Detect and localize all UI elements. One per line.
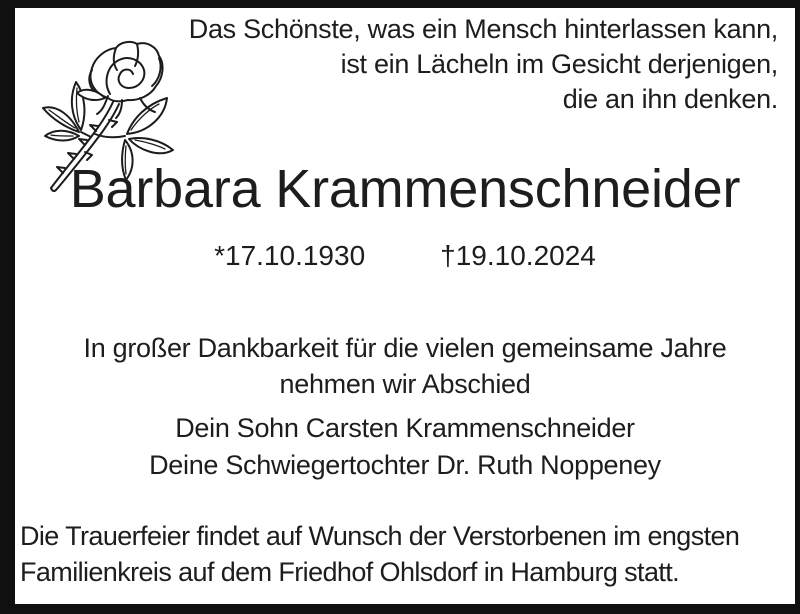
farewell-line: nehmen wir Abschied bbox=[279, 369, 531, 399]
birth-date: *17.10.1930 bbox=[214, 240, 366, 271]
deceased-name: Barbara Krammenschneider bbox=[69, 159, 741, 219]
mourners-list bbox=[15, 410, 795, 484]
memorial-quote bbox=[189, 12, 778, 117]
quote-line: Das Schönste, was ein Mensch hinterlassen kann, bbox=[188, 14, 778, 44]
life-dates bbox=[15, 239, 795, 273]
funeral-line: Die Trauerfeier findet auf Wunsch der Verstorbenen im engsten bbox=[20, 521, 740, 551]
funeral-line: Familienkreis auf dem Friedhof Ohlsdorf in Hamburg statt. bbox=[20, 557, 680, 587]
death-date: †19.10.2024 bbox=[440, 240, 596, 271]
mourner-line: Dein Sohn Carsten Krammenschneider bbox=[175, 413, 635, 443]
farewell-line: In großer Dankbarkeit für die vielen gemeinsame Jahre bbox=[83, 333, 727, 363]
funeral-notice bbox=[20, 518, 739, 590]
quote-line: die an ihn denken. bbox=[562, 84, 778, 114]
farewell-text bbox=[15, 330, 795, 402]
mourner-line: Deine Schwiegertochter Dr. Ruth Noppeney bbox=[149, 450, 661, 480]
quote-line: ist ein Lächeln im Gesicht derjenigen, bbox=[340, 49, 778, 79]
